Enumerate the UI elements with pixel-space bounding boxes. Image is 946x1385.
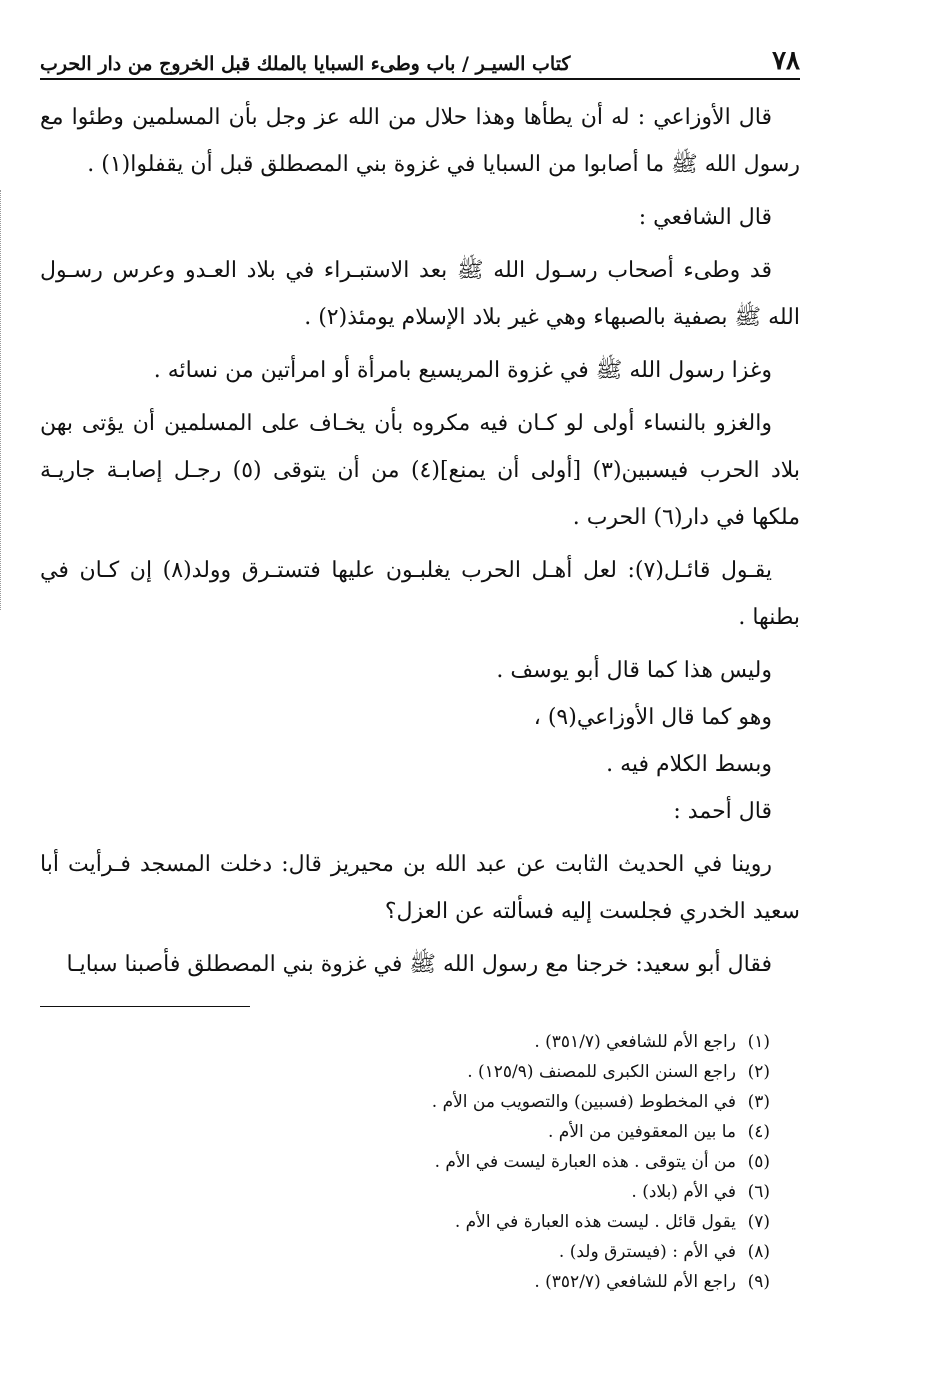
footnotes	[40, 1027, 770, 1297]
footnote-text: في الأم : (فيسترق ولد) .	[558, 1242, 736, 1262]
footnote-number: (٦)	[747, 1182, 770, 1202]
footnote	[40, 1267, 770, 1297]
scan-edge-mark	[0, 190, 4, 610]
footnote-number: (٧)	[747, 1212, 770, 1232]
paragraph: قد وطىء أصحاب رسـول الله ﷺ بعد الاستبـراء في بلاد العـدو وعرس رسـول الله ﷺ بصفية بالصبهاء وهي غير بلاد الإسلام يومئذ(٢) .	[40, 258, 800, 330]
paragraph: وبسط الكلام فيه .	[606, 752, 772, 777]
footnote-number: (٥)	[747, 1152, 770, 1172]
footnote-number: (٤)	[747, 1122, 770, 1142]
footnote-text: من أن يتوقى . هذه العبارة ليست في الأم .	[434, 1152, 736, 1172]
paragraph: فقال أبو سعيد: خرجنا مع رسول الله ﷺ في غزوة بني المصطلق فأصبنا سبايـا	[66, 952, 772, 977]
paragraph: والغزو بالنساء أولى لو كـان فيه مكروه بأن يخـاف على المسلمين أن يؤتى بهن بلاد الحرب فيسبين(٣) [أولى أن يمنع](٤) من أن يتوقى (٥) رجـل إصابـة جاريـة ملكها في دار(٦) الحرب .	[40, 411, 801, 530]
footnote	[40, 1117, 770, 1147]
footnote-text: ما بين المعقوفين من الأم .	[547, 1122, 736, 1142]
footnote	[40, 1147, 770, 1177]
page-number: ٧٨	[772, 46, 800, 76]
footnote-text: في المخطوط (فسبين) والتصويب من الأم .	[431, 1092, 736, 1112]
footnote-text: يقول قائل . ليست هذه العبارة في الأم .	[454, 1212, 736, 1232]
paragraph: قال الأوزاعي : له أن يطأها وهذا حلال من الله عز وجل بأن المسلمين وطئوا مع رسول الله ﷺ ما أصابوا من السبايا في غزوة بني المصطلق قبل أن يقفلوا(١) .	[40, 105, 800, 177]
paragraph: وغزا رسول الله ﷺ في غزوة المريسيع بامرأة أو امرأتين من نسائه .	[153, 358, 772, 383]
footnote-divider	[40, 1006, 250, 1007]
footnote	[40, 1027, 770, 1057]
paragraph: روينا في الحديث الثابت عن عبد الله بن محيريز قال: دخلت المسجد فـرأيت أبا سعيد الخدري فجلست إليه فسألته عن العزل؟	[40, 852, 800, 924]
paragraph: يقـول قائـل(٧): لعل أهـل الحرب يغلبـون عليها فتستـرق وولد(٨) إن كـان في بطنها .	[40, 558, 800, 630]
footnote-number: (٨)	[747, 1242, 770, 1262]
footnote	[40, 1177, 770, 1207]
footnote	[40, 1237, 770, 1267]
footnote	[40, 1087, 770, 1117]
footnote	[40, 1207, 770, 1237]
footnote-number: (٩)	[747, 1272, 770, 1292]
paragraph: قال الشافعي :	[638, 205, 772, 230]
footnote	[40, 1057, 770, 1087]
paragraph: قال أحمد :	[673, 799, 772, 824]
footnote-number: (١)	[747, 1032, 770, 1052]
paragraph: وليس هذا كما قال أبو يوسف .	[496, 658, 772, 683]
footnote-number: (٣)	[747, 1092, 770, 1112]
paragraph: وهو كما قال الأوزاعي(٩) ،	[533, 705, 772, 730]
footnote-text: في الأم (بلاد) .	[631, 1182, 736, 1202]
footnote-text: راجع الأم للشافعي (٣٥١/٧) .	[534, 1032, 736, 1052]
page-header	[40, 38, 800, 80]
footnote-text: راجع الأم للشافعي (٣٥٢/٧) .	[534, 1272, 736, 1292]
book-page	[40, 38, 800, 1358]
footnote-text: راجع السنن الكبرى للمصنف (١٢٥/٩) .	[467, 1062, 736, 1082]
footnote-number: (٢)	[747, 1062, 770, 1082]
main-text	[40, 94, 800, 988]
running-title: كتاب السيـر / باب وطىء السبايا بالملك قبل الخروج من دار الحرب	[40, 53, 571, 75]
